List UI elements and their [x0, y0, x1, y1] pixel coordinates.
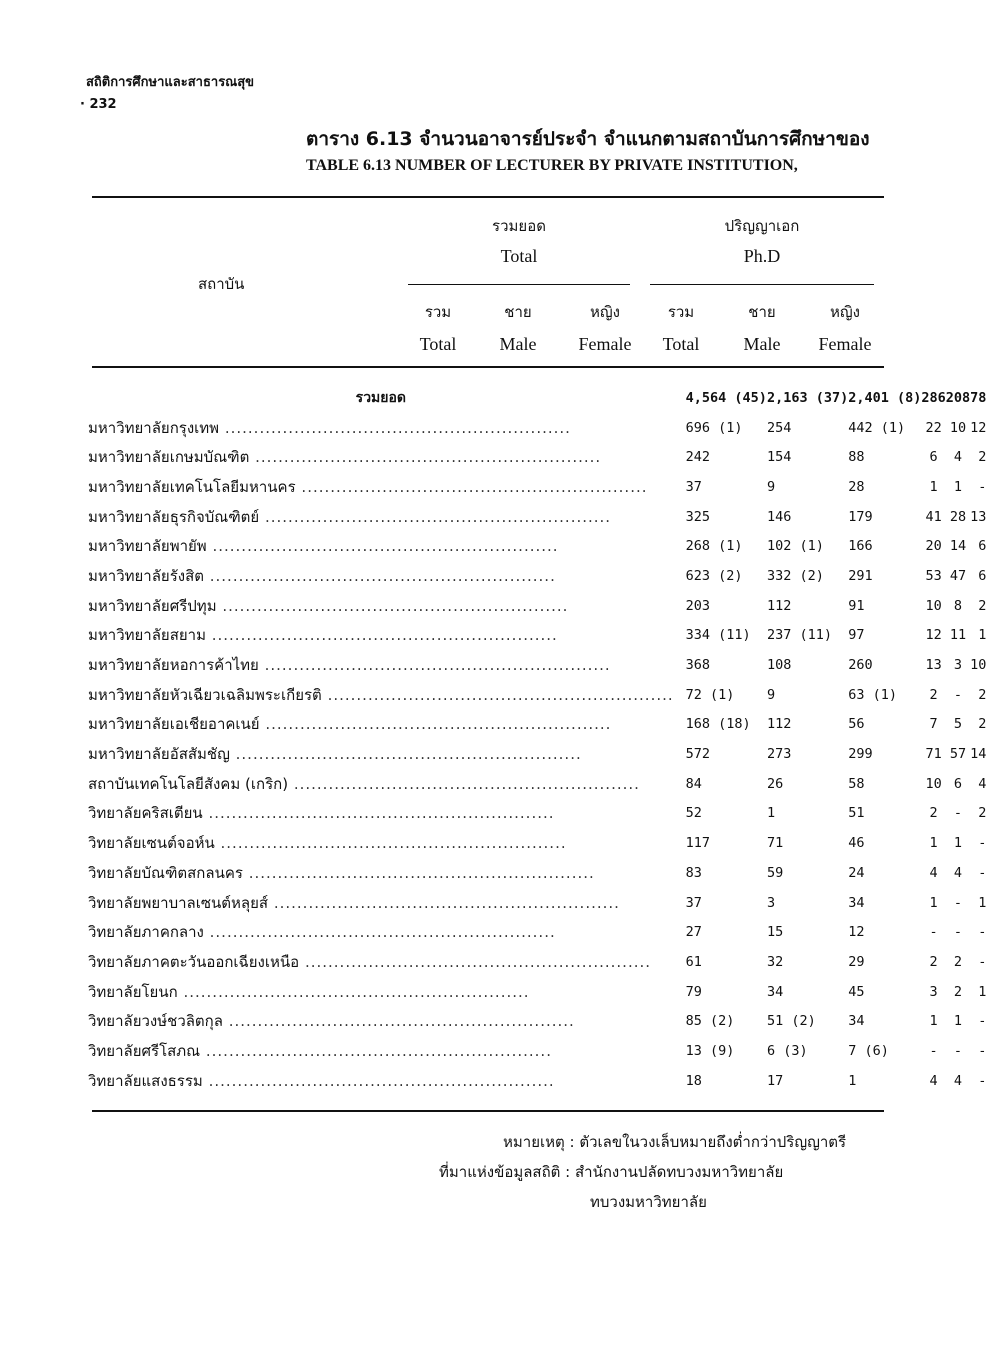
- institution-name-cell: [88, 650, 674, 680]
- cell-phd-male: -: [953, 1042, 963, 1059]
- table-title-thai: ตาราง 6.13 จำนวนอาจารย์ประจำ จำแนกตามสถาบันการศึกษาของ: [306, 128, 870, 150]
- cell-total-male: 51 (2): [766, 1013, 816, 1030]
- institution-column-header: สถาบัน: [198, 275, 245, 293]
- cell-phd-total: 10: [925, 775, 942, 792]
- cell-phd-male: 2: [953, 953, 963, 970]
- institution-name-cell: [88, 1006, 674, 1036]
- table-row: [88, 799, 992, 829]
- cell-total-male: 3: [766, 894, 776, 911]
- col-header-th: ชาย: [748, 303, 776, 321]
- institution-name: มหาวิทยาลัยพายัพ: [88, 537, 207, 556]
- cell-total-female: 63 (1): [848, 686, 897, 703]
- source-line-2: ทบวงมหาวิทยาลัย: [590, 1193, 707, 1211]
- cell-total-male: 237 (11): [766, 627, 832, 644]
- institution-name: มหาวิทยาลัยเอเชียอาคเนย์: [88, 715, 260, 734]
- cell-total-total: 168 (18): [685, 716, 751, 733]
- cell-phd-female: -: [978, 1013, 987, 1030]
- group-header-total-en: Total: [500, 246, 538, 266]
- institution-name: มหาวิทยาลัยหอการค้าไทย: [88, 656, 259, 675]
- cell-phd-total: 286: [921, 389, 946, 406]
- cell-phd-total: 20: [925, 538, 942, 555]
- institution-name-cell: [88, 828, 674, 858]
- group-header-phd-en: Ph.D: [743, 246, 781, 266]
- cell-phd-total: 53: [925, 567, 942, 584]
- cell-total-total: 72 (1): [685, 686, 735, 703]
- cell-phd-male: 6: [953, 775, 963, 792]
- group-header-total-th: รวมยอด: [492, 217, 546, 235]
- cell-total-male: 146: [766, 508, 792, 525]
- col-header-en: Male: [743, 334, 781, 354]
- cell-total-female: 291: [848, 567, 873, 584]
- institution-name: วิทยาลัยคริสเตียน: [88, 804, 203, 823]
- table-row: [88, 888, 992, 918]
- cell-phd-female: 12: [970, 419, 987, 436]
- cell-total-total: 18: [685, 1072, 702, 1089]
- institution-name: วิทยาลัยพยาบาลเซนต์หลุยส์: [88, 893, 269, 912]
- cell-phd-female: -: [978, 953, 987, 970]
- cell-total-male: 332 (2): [766, 567, 824, 584]
- cell-phd-male: -: [953, 686, 963, 703]
- cell-total-male: 6 (3): [766, 1042, 808, 1059]
- cell-total-male: 1: [766, 805, 776, 822]
- cell-total-male: 102 (1): [766, 538, 824, 555]
- top-rule: [92, 196, 884, 198]
- table-row: [88, 413, 992, 443]
- cell-total-female: 28: [848, 478, 865, 495]
- cell-total-total: 83: [685, 864, 702, 881]
- cell-total-female: 29: [848, 953, 865, 970]
- cell-phd-female: 1: [978, 894, 987, 911]
- table-row: [88, 442, 992, 472]
- institution-name-cell: [88, 947, 674, 977]
- cell-total-total: 37: [685, 478, 702, 495]
- col-header-en: Male: [499, 334, 537, 354]
- cell-phd-male: 11: [949, 627, 967, 644]
- col-header-phd-total: [652, 300, 710, 355]
- col-header-en: Female: [578, 334, 632, 354]
- institution-name-cell: [88, 502, 674, 532]
- cell-phd-male: 28: [949, 508, 967, 525]
- cell-phd-female: 4: [978, 775, 987, 792]
- cell-phd-male: -: [953, 924, 963, 941]
- institution-name: วิทยาลัยบัณฑิตสกลนคร: [88, 863, 243, 882]
- table-row: [88, 947, 992, 977]
- table-row: [88, 917, 992, 947]
- group-phd-underline: [650, 284, 874, 285]
- cell-phd-female: 6: [978, 567, 987, 584]
- cell-total-total: 368: [685, 657, 711, 674]
- institution-name: วิทยาลัยเซนต์จอห์น: [88, 834, 215, 853]
- cell-phd-total: 1: [929, 835, 938, 852]
- institution-name-cell: [88, 858, 674, 888]
- cell-total-female: 2,401 (8): [848, 389, 922, 406]
- cell-total-male: 154: [766, 449, 792, 466]
- leader-dots: ............................................................: [299, 952, 652, 971]
- group-total-underline: [408, 284, 630, 285]
- cell-total-total: 203: [685, 597, 711, 614]
- leader-dots: ............................................................: [203, 566, 556, 585]
- cell-phd-total: 4: [929, 864, 938, 881]
- cell-total-total: 13 (9): [685, 1042, 735, 1059]
- table-row: [88, 1066, 992, 1096]
- cell-total-female: 12: [848, 924, 865, 941]
- cell-total-total: 4,564 (45): [685, 389, 767, 406]
- col-header-th: รวม: [667, 303, 695, 321]
- leader-dots: ............................................................: [259, 715, 612, 734]
- table-row: [88, 621, 992, 651]
- institution-name: มหาวิทยาลัยกรุงเทพ: [88, 418, 220, 437]
- cell-phd-total: 6: [929, 449, 938, 466]
- cell-phd-male: 8: [953, 597, 963, 614]
- cell-total-female: 46: [848, 835, 865, 852]
- running-title: สถิติการศึกษาและสาธารณสุข: [86, 75, 255, 90]
- cell-phd-total: 1: [929, 478, 938, 495]
- cell-total-total: 27: [685, 924, 702, 941]
- cell-total-total: 242: [685, 449, 711, 466]
- col-header-en: Total: [419, 334, 457, 354]
- cell-total-female: 97: [848, 627, 865, 644]
- cell-phd-male: 1: [953, 1013, 963, 1030]
- table-row: [88, 1006, 992, 1036]
- cell-phd-male: 47: [949, 567, 967, 584]
- remark-text: ตัวเลขในวงเล็บหมายถึงต่ำกว่าปริญญาตรี: [579, 1133, 847, 1151]
- institution-name-cell: [88, 1036, 674, 1066]
- institution-name: มหาวิทยาลัยสยาม: [88, 626, 206, 645]
- table-row: [88, 561, 992, 591]
- cell-phd-total: 41: [925, 508, 942, 525]
- table-title-english: TABLE 6.13 NUMBER OF LECTURER BY PRIVATE INSTITUTION,: [306, 157, 798, 174]
- cell-phd-male: 14: [949, 538, 967, 555]
- cell-total-total: 572: [685, 746, 711, 763]
- source-text-1: สำนักงานปลัดทบวงมหาวิทยาลัย: [575, 1163, 784, 1181]
- institution-name-cell: [88, 531, 674, 561]
- leader-dots: ............................................................: [258, 656, 611, 675]
- institution-name: วิทยาลัยภาคกลาง: [88, 923, 204, 942]
- cell-phd-female: 14: [970, 746, 987, 763]
- col-header-total-total: [408, 300, 468, 355]
- col-header-en: Female: [818, 334, 872, 354]
- remark-line: [503, 1130, 846, 1154]
- cell-phd-female: 78: [970, 389, 987, 406]
- cell-phd-female: 1: [978, 627, 987, 644]
- cell-phd-female: 2: [978, 686, 987, 703]
- cell-phd-male: 5: [953, 716, 963, 733]
- cell-total-female: 7 (6): [848, 1042, 889, 1059]
- cell-total-female: 166: [848, 538, 873, 555]
- group-header-phd-th: ปริญญาเอก: [724, 217, 800, 235]
- cell-total-male: 9: [766, 478, 776, 495]
- cell-total-male: 112: [766, 716, 792, 733]
- group-header-total: [408, 214, 630, 267]
- leader-dots: ............................................................: [242, 863, 595, 882]
- cell-total-total: 334 (11): [685, 627, 751, 644]
- institution-name: มหาวิทยาลัยรังสิต: [88, 566, 204, 585]
- cell-total-total: 696 (1): [685, 419, 743, 436]
- institution-name: มหาวิทยาลัยศรีปทุม: [88, 596, 217, 615]
- table-row: [88, 828, 992, 858]
- cell-phd-total: 10: [925, 597, 942, 614]
- cell-phd-total: 71: [925, 746, 942, 763]
- leader-dots: ............................................................: [229, 745, 582, 764]
- cell-total-female: 179: [848, 508, 873, 525]
- leader-dots: ............................................................: [295, 477, 648, 496]
- cell-total-total: 61: [685, 953, 702, 970]
- cell-total-male: 9: [766, 686, 776, 703]
- institution-name-cell: [88, 561, 674, 591]
- cell-total-male: 26: [766, 775, 784, 792]
- remark-label: หมายเหตุ :: [503, 1133, 575, 1151]
- cell-total-total: 37: [685, 894, 702, 911]
- cell-phd-total: 22: [925, 419, 942, 436]
- cell-phd-total: 1: [929, 894, 938, 911]
- leader-dots: ............................................................: [214, 834, 567, 853]
- bottom-rule: [92, 1110, 884, 1112]
- header-rule: [92, 366, 884, 368]
- leader-dots: ............................................................: [206, 537, 559, 556]
- institution-name-cell: [88, 680, 674, 710]
- cell-total-total: 85 (2): [685, 1013, 735, 1030]
- cell-phd-female: 2: [978, 597, 987, 614]
- cell-total-female: 56: [848, 716, 865, 733]
- cell-total-male: 2,163 (37): [766, 389, 849, 406]
- cell-total-male: 108: [766, 657, 792, 674]
- leader-dots: ............................................................: [249, 448, 602, 467]
- group-header-phd: [650, 214, 874, 267]
- institution-name-cell: [88, 888, 674, 918]
- cell-total-male: 15: [766, 924, 784, 941]
- cell-phd-total: 1: [929, 1013, 938, 1030]
- institution-name: วิทยาลัยภาคตะวันออกเฉียงเหนือ: [88, 952, 300, 971]
- leader-dots: ............................................................: [202, 804, 555, 823]
- table-row: [88, 858, 992, 888]
- cell-phd-male: 57: [949, 746, 967, 763]
- data-table: [88, 383, 992, 1096]
- institution-name-cell: [88, 413, 674, 443]
- leader-dots: ............................................................: [222, 1012, 575, 1031]
- cell-total-female: 58: [848, 775, 865, 792]
- table-row: [88, 769, 992, 799]
- cell-phd-total: -: [929, 924, 938, 941]
- cell-phd-female: -: [978, 1042, 987, 1059]
- cell-total-male: 59: [766, 864, 784, 881]
- cell-phd-total: 2: [929, 953, 938, 970]
- col-header-phd-male: [732, 300, 792, 355]
- cell-phd-male: 1: [953, 478, 963, 495]
- institution-name: มหาวิทยาลัยเกษมบัณฑิต: [88, 448, 250, 467]
- institution-name: สถาบันเทคโนโลยีสังคม (เกริก): [88, 774, 289, 793]
- table-row: [88, 591, 992, 621]
- cell-phd-female: 13: [970, 508, 987, 525]
- cell-phd-female: 10: [970, 657, 987, 674]
- institution-name: มหาวิทยาลัยหัวเฉียวเฉลิมพระเกียรติ: [88, 685, 322, 704]
- total-row: [88, 383, 992, 413]
- leader-dots: ............................................................: [288, 774, 640, 793]
- col-header-th: หญิง: [590, 303, 620, 321]
- cell-total-female: 91: [848, 597, 865, 614]
- cell-phd-male: -: [953, 805, 963, 822]
- table-row: [88, 472, 992, 502]
- data-table-body: [88, 383, 992, 1096]
- cell-total-female: 34: [848, 1013, 865, 1030]
- cell-phd-female: 2: [978, 805, 987, 822]
- col-header-phd-female: [810, 300, 880, 355]
- cell-total-total: 84: [685, 775, 702, 792]
- institution-name: วิทยาลัยวงษ์ชวลิตกุล: [88, 1012, 223, 1031]
- leader-dots: ............................................................: [259, 507, 612, 526]
- institution-name: มหาวิทยาลัยอัสสัมชัญ: [88, 745, 230, 764]
- cell-phd-female: -: [978, 924, 987, 941]
- cell-total-female: 45: [848, 983, 865, 1000]
- cell-phd-female: -: [978, 835, 987, 852]
- cell-total-total: 268 (1): [685, 538, 743, 555]
- cell-total-female: 88: [848, 449, 865, 466]
- leader-dots: ............................................................: [205, 626, 558, 645]
- cell-total-female: 299: [848, 746, 873, 763]
- cell-total-male: 34: [766, 983, 784, 1000]
- cell-total-total: 623 (2): [685, 567, 743, 584]
- cell-total-total: 52: [685, 805, 702, 822]
- leader-dots: ............................................................: [268, 893, 620, 912]
- leader-dots: ............................................................: [216, 596, 569, 615]
- cell-total-total: 79: [685, 983, 702, 1000]
- cell-phd-total: -: [929, 1042, 938, 1059]
- cell-phd-male: 10: [949, 419, 967, 436]
- cell-phd-male: 4: [953, 1072, 963, 1089]
- cell-total-male: 273: [766, 746, 792, 763]
- cell-phd-female: -: [978, 478, 987, 495]
- table-row: [88, 650, 992, 680]
- page-number-text: 232: [89, 97, 117, 112]
- cell-phd-female: 1: [978, 983, 987, 1000]
- page-number: [80, 97, 117, 112]
- leader-dots: ............................................................: [202, 1071, 555, 1090]
- cell-total-female: 442 (1): [848, 419, 906, 436]
- leader-dots: ............................................................: [203, 923, 556, 942]
- leader-dots: ............................................................: [177, 982, 530, 1001]
- institution-name: วิทยาลัยแสงธรรม: [88, 1071, 203, 1090]
- institution-name: วิทยาลัยโยนก: [88, 982, 178, 1001]
- table-row: [88, 1036, 992, 1066]
- cell-phd-male: 4: [953, 864, 963, 881]
- cell-phd-total: 13: [925, 657, 942, 674]
- col-header-total-male: [488, 300, 548, 355]
- institution-name-cell: [88, 710, 674, 740]
- institution-name-cell: [88, 739, 674, 769]
- source-label: ที่มาแห่งข้อมูลสถิติ :: [439, 1163, 571, 1181]
- cell-phd-female: 6: [978, 538, 987, 555]
- col-header-total-female: [570, 300, 640, 355]
- institution-name: มหาวิทยาลัยเทคโนโลยีมหานคร: [88, 477, 296, 496]
- cell-phd-male: 1: [953, 835, 963, 852]
- leader-dots: ............................................................: [321, 685, 674, 704]
- cell-phd-male: 208: [945, 389, 971, 406]
- cell-phd-total: 4: [929, 1072, 938, 1089]
- institution-name-cell: [88, 799, 674, 829]
- cell-phd-total: 2: [929, 686, 938, 703]
- cell-phd-male: -: [953, 894, 963, 911]
- cell-total-female: 34: [848, 894, 865, 911]
- institution-name-cell: [88, 917, 674, 947]
- table-row: [88, 680, 992, 710]
- col-header-th: หญิง: [830, 303, 860, 321]
- table-row: [88, 739, 992, 769]
- source-line: [439, 1160, 783, 1184]
- cell-phd-total: 2: [929, 805, 938, 822]
- cell-total-male: 71: [766, 835, 784, 852]
- institution-name-cell: [88, 1066, 674, 1096]
- institution-name-cell: [88, 621, 674, 651]
- cell-phd-female: -: [978, 1072, 987, 1089]
- cell-total-male: 17: [766, 1072, 784, 1089]
- page-dot: ·: [80, 97, 90, 112]
- cell-total-total: 117: [685, 835, 711, 852]
- cell-phd-total: 3: [929, 983, 938, 1000]
- table-row: [88, 710, 992, 740]
- cell-total-female: 51: [848, 805, 865, 822]
- total-row-label: รวมยอด: [355, 389, 406, 406]
- col-header-th: ชาย: [504, 303, 532, 321]
- cell-phd-male: 2: [953, 983, 963, 1000]
- cell-phd-male: 4: [953, 449, 963, 466]
- institution-name: วิทยาลัยศรีโสภณ: [88, 1041, 201, 1060]
- table-row: [88, 977, 992, 1007]
- cell-phd-total: 7: [929, 716, 938, 733]
- cell-total-female: 1: [848, 1072, 857, 1089]
- col-header-en: Total: [662, 334, 700, 354]
- cell-total-female: 24: [848, 864, 865, 881]
- cell-total-male: 112: [766, 597, 792, 614]
- cell-total-total: 325: [685, 508, 711, 525]
- institution-name-cell: [88, 591, 674, 621]
- institution-name-cell: [88, 442, 674, 472]
- cell-phd-female: -: [978, 864, 987, 881]
- col-header-th: รวม: [424, 303, 452, 321]
- cell-total-female: 260: [848, 657, 873, 674]
- cell-total-male: 32: [766, 953, 784, 970]
- institution-name-cell: [88, 769, 674, 799]
- cell-phd-male: 3: [953, 657, 963, 674]
- institution-name-cell: [88, 472, 674, 502]
- institution-name: มหาวิทยาลัยธุรกิจบัณฑิตย์: [88, 507, 260, 526]
- table-row: [88, 502, 992, 532]
- leader-dots: ............................................................: [219, 418, 571, 437]
- cell-phd-female: 2: [978, 449, 987, 466]
- cell-total-male: 254: [766, 419, 792, 436]
- leader-dots: ............................................................: [200, 1041, 552, 1060]
- cell-phd-total: 12: [925, 627, 942, 644]
- institution-name-cell: [88, 977, 674, 1007]
- cell-phd-female: 2: [978, 716, 987, 733]
- table-row: [88, 531, 992, 561]
